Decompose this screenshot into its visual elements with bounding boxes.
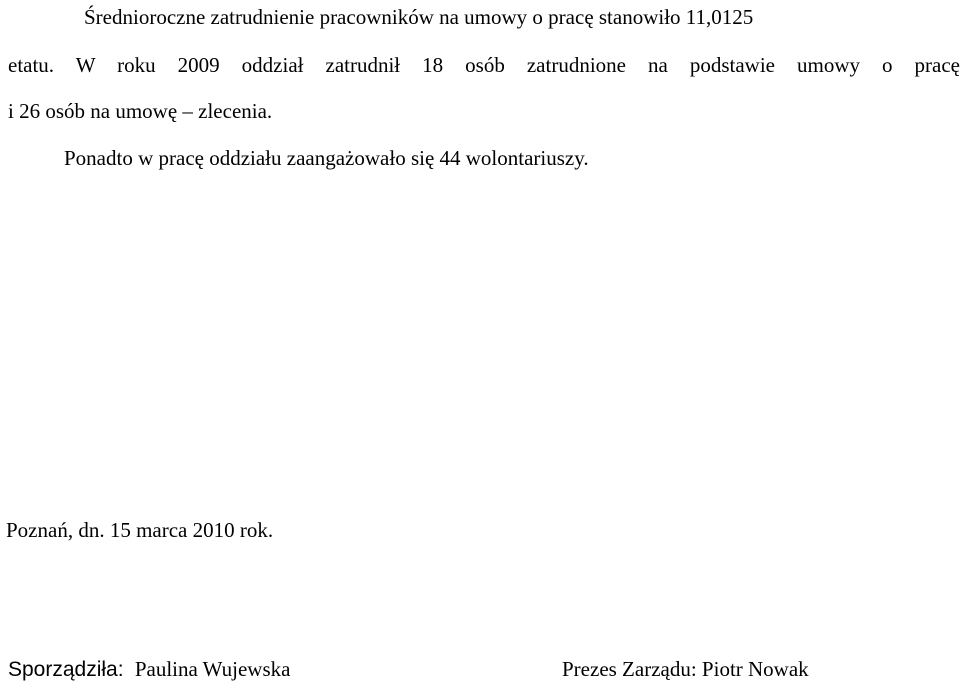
prepared-by-label: Sporządziła: <box>8 658 124 681</box>
paragraph-line-1: Średnioroczne zatrudnienie pracowników na umowy o pracę stanowiło 11,0125 <box>84 5 754 29</box>
paragraph-line-2: etatu. W roku 2009 oddział zatrudnił 18 osób zatrudnione na podstawie umowy o pracę <box>8 53 960 77</box>
president-signature: Prezes Zarządu: Piotr Nowak <box>562 657 809 681</box>
paragraph-line-3: i 26 osób na umowę – zlecenia. <box>8 99 273 123</box>
prepared-by <box>8 656 290 683</box>
volunteers-sentence: Ponadto w pracę oddziału zaangażowało się 44 wolontariuszy. <box>64 146 589 170</box>
prepared-by-name: Paulina Wujewska <box>134 657 291 681</box>
place-and-date: Poznań, dn. 15 marca 2010 rok. <box>6 518 274 542</box>
